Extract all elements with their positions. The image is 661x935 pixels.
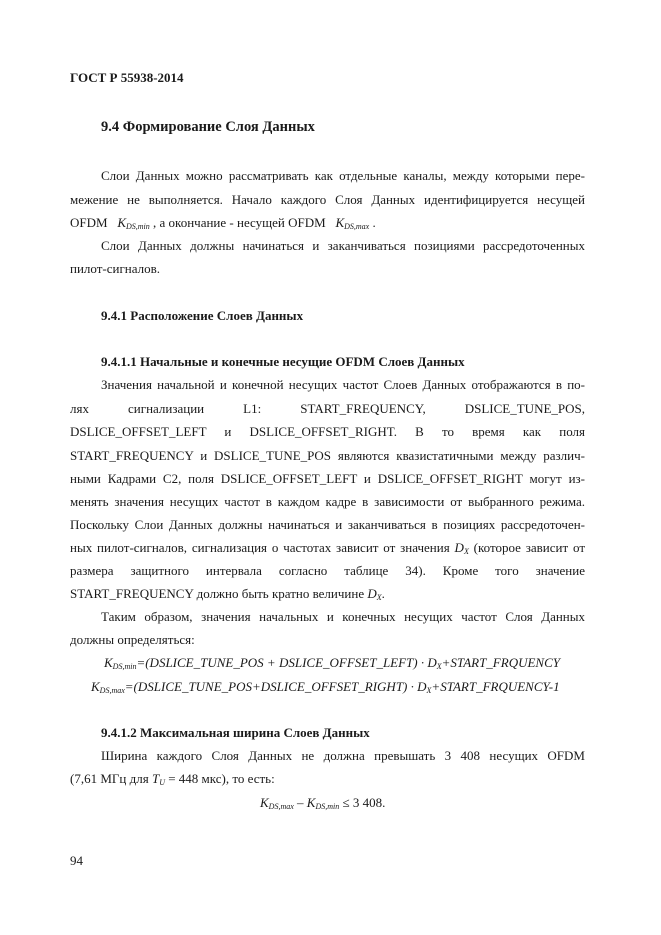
text-fragment: (которое зависит от [473, 540, 586, 555]
formula-k-min: $K_{DS,min}=(DSLICE\_TUNE\_POS$ + DSLICE_OFFSET_LEFT) · $D_X+START\_FRQUENCY$ [104, 655, 560, 671]
text-fragment: = 448 мкс), то есть: [168, 771, 275, 786]
tu-symbol: $T_U$ [151, 771, 165, 787]
paragraph-line: Значения начальной и конечной несущих частот Слоев Данных отображаются в по- [101, 377, 585, 392]
paragraph-line: Поскольку Слои Данных должны начинаться и заканчиваться в позициях рассредоточен- [70, 517, 585, 532]
paragraph-line [70, 215, 585, 235]
paragraph-line [70, 586, 585, 606]
paragraph-line [70, 540, 585, 560]
paragraph-line: размера защитного интервала согласно таблице 34). Кроме того значение [70, 563, 585, 578]
text-fragment: , а окончание - несущей OFDM [153, 215, 326, 230]
paragraph-line: Слои Данных можно рассматривать как отдельные каналы, между которыми пере- [101, 168, 585, 183]
k-max-symbol: $K_{DS,max}$ [335, 215, 370, 231]
document-header: ГОСТ Р 55938-2014 [70, 70, 184, 85]
page-number: 94 [70, 853, 83, 868]
text-fragment: ных пилот-сигналов, сигнализация о частотах зависит от значения [70, 540, 450, 555]
k-min-symbol: $K_{DS,min}$ [117, 215, 150, 231]
text-fragment: . [372, 215, 376, 230]
paragraph-line: ными Кадрами С2, поля DSLICE_OFFSET_LEFT и DSLICE_OFFSET_RIGHT могут из- [70, 471, 585, 486]
paragraph-line: Слои Данных должны начинаться и заканчиваться позициями рассредоточенных [101, 238, 585, 253]
paragraph-line: Таким образом, значения начальных и конечных несущих частот Слоя Данных [101, 609, 585, 624]
paragraph-line [70, 771, 585, 791]
subsubsection-title: 9.4.1.1 Начальные и конечные несущие OFDM Слоев Данных [101, 354, 465, 369]
formula-k-max: $K_{DS,max}=(DSLICE\_TUNE\_POS+DSLICE\_OFFSET\_RIGHT)$ · $D_X+START\_FRQUENCY-1$ [91, 679, 560, 695]
dx-symbol: $D_X$ [367, 586, 382, 602]
subsubsection-title: 9.4.1.2 Максимальная ширина Слоев Данных [101, 725, 370, 740]
paragraph-line: должны определяться: [70, 632, 195, 647]
paragraph-line: лях сигнализации L1: START_FREQUENCY, DSLICE_TUNE_POS, [70, 401, 585, 416]
text-fragment: START_FREQUENCY должно быть кратно величине [70, 586, 365, 601]
paragraph-line: Ширина каждого Слоя Данных не должна превышать 3 408 несущих OFDM [101, 748, 585, 763]
paragraph-line: межение не выполняется. Начало каждого Слоя Данных идентифицируется несущей [70, 192, 585, 207]
paragraph-line: менять значения несущих частот в каждом кадре в зависимости от выбранного режима. [70, 494, 585, 509]
section-title: 9.4 Формирование Слоя Данных [101, 119, 315, 135]
dx-symbol: $D_X$ [454, 540, 469, 556]
text-fragment: . [381, 586, 385, 601]
text-fragment: (7,61 МГц для [70, 771, 149, 786]
formula-width-constraint: $K_{DS,max} - K_{DS,min} \le 3$ 408. [260, 795, 386, 811]
text-fragment: OFDM [70, 215, 108, 230]
paragraph-line: пилот-сигналов. [70, 261, 161, 276]
paragraph-line: DSLICE_OFFSET_LEFT и DSLICE_OFFSET_RIGHT. В то время как поля [70, 424, 585, 439]
subsection-title: 9.4.1 Расположение Слоев Данных [101, 308, 304, 323]
paragraph-line: START_FREQUENCY и DSLICE_TUNE_POS являются квазистатичными между различ- [70, 448, 585, 463]
